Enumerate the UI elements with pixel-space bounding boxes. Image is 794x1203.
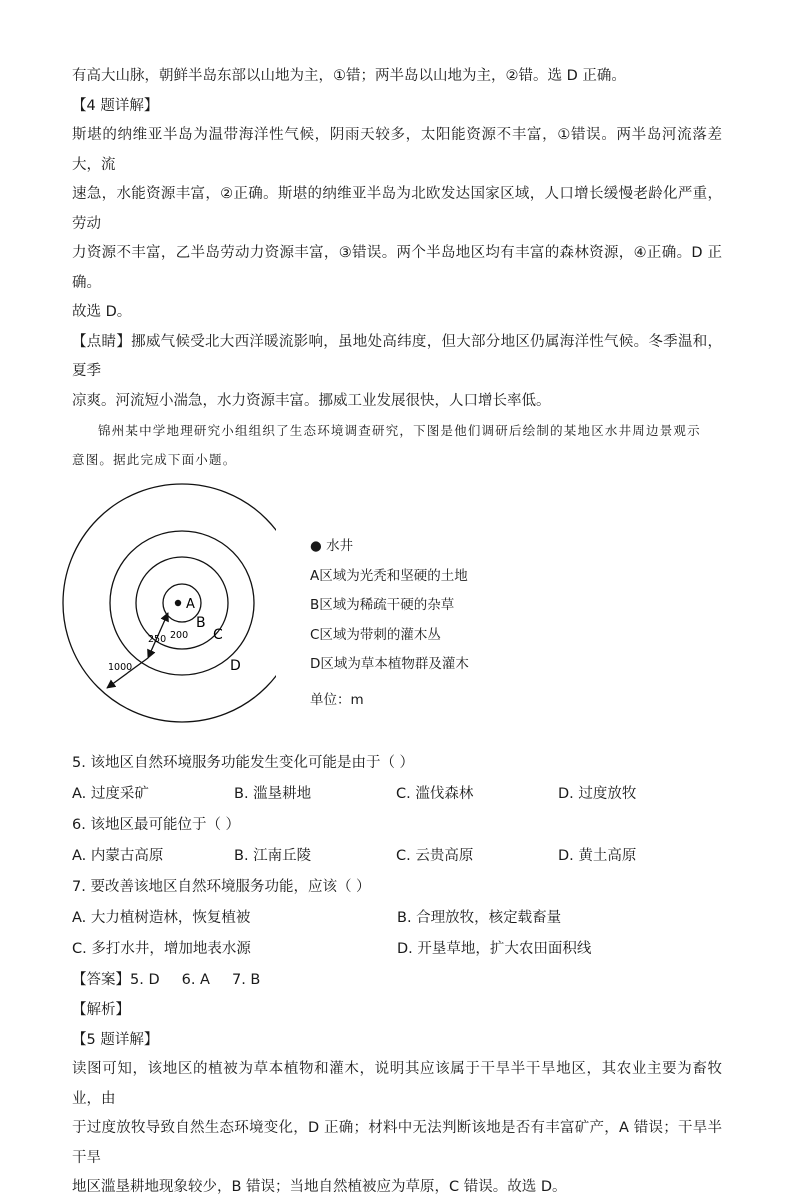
question-stem: 5. 该地区自然环境服务功能发生变化可能是由于（ ） <box>72 755 415 771</box>
option-d: D. 开垦草地，扩大农田面积线 <box>397 941 592 957</box>
text-line: 力资源不丰富，乙半岛劳动力资源丰富，③错误。两个半岛地区均有丰富的森林资源，④正确。D 正确。 <box>72 245 722 291</box>
option-c: C. 云贵高原 <box>396 848 474 864</box>
question-stem: 6. 该地区最可能位于（ ） <box>72 817 241 833</box>
question-intro: 锦州某中学地理研究小组组织了生态环境调查研究，下图是他们调研后绘制的某地区水井周边景观示 <box>98 423 701 438</box>
option-a: A. 大力植树造林，恢复植被 <box>72 910 251 926</box>
section-heading: 【4 题详解】 <box>72 97 159 114</box>
legend-unit: 单位：m <box>310 691 364 708</box>
option-b: B. 江南丘陵 <box>234 848 312 864</box>
zone-a-label: A <box>186 597 195 612</box>
answer-7: 7. B <box>231 972 261 988</box>
text-line: 于过度放牧导致自然生态环境变化，D 正确；材料中无法判断该地是否有丰富矿产，A 错误；干旱半干旱 <box>72 1120 722 1166</box>
text-line: 【点睛】挪威气候受北大西洋暖流影响，虽地处高纬度，但大部分地区仍属海洋性气候。冬季温和，夏季 <box>72 333 722 379</box>
distance-label-200: 200 <box>170 630 189 641</box>
zone-c-boundary <box>110 531 254 675</box>
text-line: 速急，水能资源丰富，②正确。斯堪的纳维亚半岛为北欧发达国家区域，人口增长缓慢老龄化严重，劳动 <box>72 186 722 232</box>
well-dot <box>175 600 181 606</box>
well-diagram <box>72 476 722 744</box>
analysis-heading: 【解析】 <box>72 1002 130 1018</box>
option-d: D. 过度放牧 <box>558 786 637 802</box>
zone-b-label: B <box>196 615 206 631</box>
question-intro: 意图。据此完成下面小题。 <box>72 452 237 467</box>
distance-label-250: 250 <box>148 634 167 645</box>
question-options <box>72 779 722 810</box>
option-c: C. 多打水井，增加地表水源 <box>72 941 251 957</box>
option-d: D. 黄土高原 <box>558 848 637 864</box>
text-line: 有高大山脉，朝鲜半岛东部以山地为主，①错；两半岛以山地为主，②错。选 D 正确。 <box>72 68 626 84</box>
concentric-zones-diagram <box>36 476 276 741</box>
question-stem: 7. 要改善该地区自然环境服务功能，应该（ ） <box>72 879 371 895</box>
text-line: 凉爽。河流短小湍急，水力资源丰富。挪威工业发展很快，人口增长率低。 <box>72 392 551 409</box>
option-b: B. 合理放牧，核定载畜量 <box>397 910 562 926</box>
text-line: 读图可知，该地区的植被为草本植物和灌木，说明其应该属于干旱半干旱地区，其农业主要为畜牧业，由 <box>72 1061 722 1107</box>
question-options <box>72 841 722 872</box>
legend-zone-b: B区域为稀疏干硬的杂草 <box>310 597 455 613</box>
answer-5: 5. D <box>130 972 160 988</box>
distance-label-1000: 1000 <box>108 662 133 673</box>
question-6 <box>72 810 722 872</box>
option-b: B. 滥垦耕地 <box>234 786 312 802</box>
text-line: 故选 D。 <box>72 304 132 320</box>
option-a: A. 过度采矿 <box>72 786 149 802</box>
question-options-row-1 <box>72 903 722 934</box>
question-5 <box>72 748 722 810</box>
detail-heading: 【5 题详解】 <box>72 1031 159 1048</box>
option-c: C. 滥伐森林 <box>396 786 474 802</box>
legend-well: ● 水井 <box>310 538 354 554</box>
zone-c-label: C <box>213 627 223 643</box>
answer-label: 【答案】 <box>72 972 130 988</box>
legend-zone-d: D区域为草本植物群及灌木 <box>310 656 469 672</box>
zone-d-boundary <box>63 484 276 722</box>
page-content <box>72 62 722 1203</box>
answer-6: 6. A <box>181 972 210 988</box>
question-options-row-2 <box>72 934 722 965</box>
option-a: A. 内蒙古高原 <box>72 848 164 864</box>
text-line: 斯堪的纳维亚半岛为温带海洋性气候，阴雨天较多，太阳能资源不丰富，①错误。两半岛河流落差大，流 <box>72 127 722 173</box>
answer-line <box>72 965 722 996</box>
question-7 <box>72 872 722 965</box>
zone-d-label: D <box>230 658 241 674</box>
text-line: 地区滥垦耕地现象较少，B 错误；当地自然植被应为草原，C 错误。故选 D。 <box>72 1179 567 1195</box>
legend-zone-c: C区域为带刺的灌木丛 <box>310 626 441 643</box>
legend-zone-a: A区域为光秃和坚硬的土地 <box>310 567 468 584</box>
diagram-legend <box>310 532 469 715</box>
